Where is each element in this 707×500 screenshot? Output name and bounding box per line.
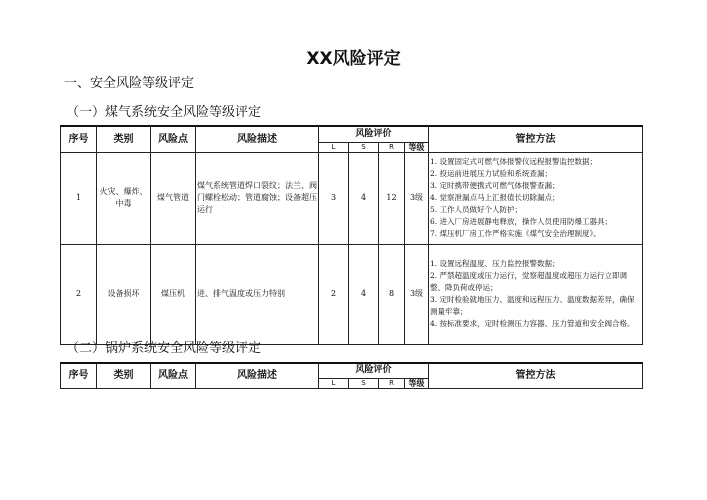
cell-point: 煤气管道 bbox=[151, 152, 196, 244]
cell-grade: 3级 bbox=[405, 244, 429, 344]
header-r: R bbox=[379, 142, 405, 152]
cell-r: 12 bbox=[379, 152, 405, 244]
header-s: S bbox=[349, 142, 379, 152]
header-category: 类别 bbox=[97, 363, 151, 388]
table-row bbox=[61, 244, 643, 344]
method-item: 1. 设置固定式可燃气体报警仪远程报警监控数据； bbox=[430, 157, 598, 166]
cell-method bbox=[429, 152, 643, 244]
cell-point: 煤压机 bbox=[151, 244, 196, 344]
cell-desc: 煤气系统管道焊口裂纹；法兰、阀门螺栓松动；管道腐蚀；设备超压运行 bbox=[196, 152, 319, 244]
header-grade: 等级 bbox=[405, 142, 429, 152]
cell-l: 3 bbox=[319, 152, 349, 244]
header-grade: 等级 bbox=[405, 378, 429, 388]
cell-l: 2 bbox=[319, 244, 349, 344]
cell-r: 8 bbox=[379, 244, 405, 344]
cell-s: 4 bbox=[349, 244, 379, 344]
header-s: S bbox=[349, 378, 379, 388]
method-item: 4. 按标准要求，定时检测压力容器、压力管道和安全阀合格。 bbox=[430, 319, 635, 328]
header-no: 序号 bbox=[61, 126, 97, 152]
method-item: 2. 严禁超温度或压力运行，觉察超温度或超压力运行立即调整、降负荷或停运； bbox=[430, 271, 628, 292]
page-title: XX风险评定 bbox=[306, 49, 401, 69]
cell-no: 1 bbox=[61, 152, 97, 244]
header-desc: 风险描述 bbox=[196, 363, 319, 388]
header-desc: 风险描述 bbox=[196, 126, 319, 152]
subsection-heading-boiler: （二）锅炉系统安全风险等级评定 bbox=[66, 341, 262, 356]
header-point: 风险点 bbox=[151, 126, 196, 152]
cell-s: 4 bbox=[349, 152, 379, 244]
header-category: 类别 bbox=[97, 126, 151, 152]
subsection-heading-gas: （一）煤气系统安全风险等级评定 bbox=[66, 105, 262, 120]
header-eval: 风险评价 bbox=[319, 363, 429, 378]
method-item: 7. 煤压机厂房工作严格实施《煤气安全治理制度》。 bbox=[430, 229, 601, 238]
header-eval: 风险评价 bbox=[319, 126, 429, 142]
section-heading: 一、安全风险等级评定 bbox=[64, 76, 195, 91]
table-row bbox=[61, 152, 643, 244]
cell-method bbox=[429, 244, 643, 344]
method-item: 1. 设置远程温度、压力监控报警数据； bbox=[430, 259, 560, 268]
method-item: 5. 工作人员做好个人防护； bbox=[430, 205, 523, 214]
cell-category: 火灾、爆炸、中毒 bbox=[97, 152, 151, 244]
header-point: 风险点 bbox=[151, 363, 196, 388]
method-item: 6. 进入厂房进展静电释放，操作人员使用防爆工器具； bbox=[430, 217, 613, 226]
cell-desc: 进、排气温度或压力特别 bbox=[196, 244, 319, 344]
cell-no: 2 bbox=[61, 244, 97, 344]
header-r: R bbox=[379, 378, 405, 388]
method-item: 3. 定时检验就地压力、温度和远程压力、温度数据差异，确保测量牢靠； bbox=[430, 295, 635, 316]
header-method: 管控方法 bbox=[429, 363, 643, 388]
method-item: 2. 投运前进展压力试验和系统查漏； bbox=[430, 169, 553, 178]
header-l: L bbox=[319, 142, 349, 152]
method-item: 4. 觉察泄漏点马上汇报值长切除漏点； bbox=[430, 193, 560, 202]
boiler-risk-table bbox=[60, 362, 643, 389]
header-no: 序号 bbox=[61, 363, 97, 388]
method-item: 3. 定时携带便携式可燃气体报警查漏； bbox=[430, 181, 560, 190]
gas-risk-table bbox=[60, 125, 643, 345]
cell-category: 设备损坏 bbox=[97, 244, 151, 344]
cell-grade: 3级 bbox=[405, 152, 429, 244]
header-l: L bbox=[319, 378, 349, 388]
header-method: 管控方法 bbox=[429, 126, 643, 152]
